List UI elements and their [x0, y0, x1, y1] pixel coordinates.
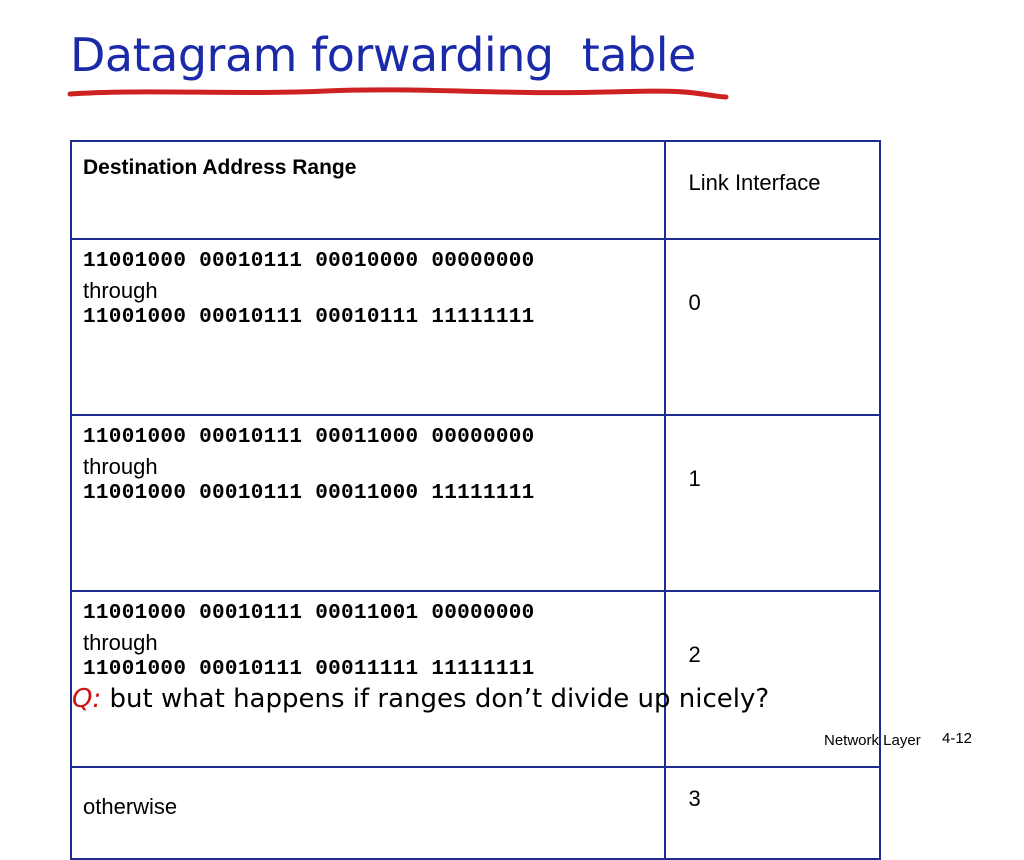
- range-through-label: through: [83, 630, 158, 655]
- range-through-label: through: [83, 278, 158, 303]
- header-destination-range: Destination Address Range: [71, 141, 665, 239]
- link-interface-value: 1: [665, 415, 880, 591]
- slide-title: Datagram forwarding table: [70, 28, 696, 82]
- question-text: but what happens if ranges don’t divide up nicely?: [109, 684, 770, 714]
- range-start-address: 11001000 00010111 00010000 00000000: [83, 250, 535, 273]
- footer-section-name: Network Layer: [824, 732, 921, 749]
- range-start-address: 11001000 00010111 00011001 00000000: [83, 602, 535, 625]
- address-range-cell: [71, 239, 665, 415]
- table-row-otherwise: [71, 767, 880, 859]
- address-range-cell: [71, 591, 665, 767]
- range-end-address: 11001000 00010111 00010111 11111111: [83, 306, 535, 329]
- range-start-address: 11001000 00010111 00011000 00000000: [83, 426, 535, 449]
- forwarding-table: [70, 140, 881, 860]
- footer-page-number: 4-12: [942, 730, 973, 747]
- question-label: Q:: [72, 684, 102, 714]
- header-link-interface: Link Interface: [665, 141, 880, 239]
- table-row: [71, 415, 880, 591]
- table-row: [71, 239, 880, 415]
- otherwise-label: otherwise: [71, 767, 665, 859]
- range-end-address: 11001000 00010111 00011000 11111111: [83, 482, 535, 505]
- range-end-address: 11001000 00010111 00011111 11111111: [83, 658, 535, 681]
- address-range-cell: [71, 415, 665, 591]
- range-through-label: through: [83, 454, 158, 479]
- link-interface-value: 3: [665, 767, 880, 859]
- table-row: [71, 591, 880, 767]
- link-interface-value: 0: [665, 239, 880, 415]
- question-line: [72, 684, 769, 714]
- table-header-row: [71, 141, 880, 239]
- title-underline: [66, 84, 732, 104]
- link-interface-value: 2: [665, 591, 880, 767]
